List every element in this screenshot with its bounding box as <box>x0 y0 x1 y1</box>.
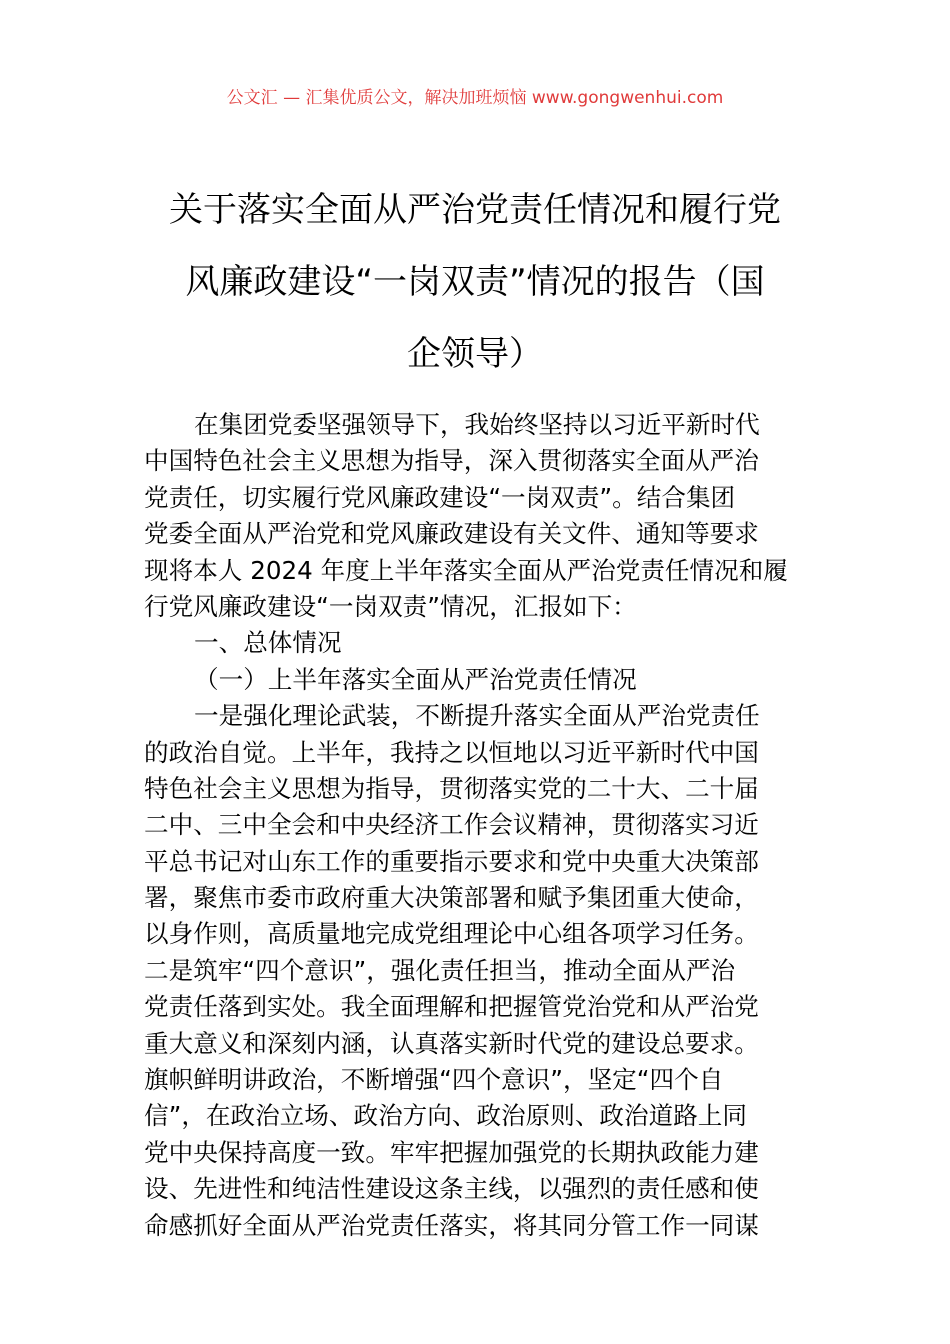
paragraph-line: 在集团党委坚强领导下，我始终坚持以习近平新时代 <box>194 410 760 439</box>
paragraph-line: 信”，在政治立场、政治方向、政治原则、政治道路上同 <box>144 1101 747 1131</box>
paragraph-line: 特色社会主义思想为指导，贯彻落实党的二十大、二十届 <box>144 773 759 803</box>
paragraph-line: 以身作则，高质量地完成党组理论中心组各项学习任务。 <box>144 919 759 949</box>
paragraph-line: 现将本人 2024 年度上半年落实全面从严治党责任情况和履 <box>144 555 788 585</box>
paragraph-line: 旗帜鲜明讲政治，不断增强“四个意识”，坚定“四个自 <box>144 1065 724 1095</box>
section-heading: 一、总体情况 <box>194 628 342 658</box>
paragraph-line: 一是强化理论武装，不断提升落实全面从严治党责任 <box>194 701 760 731</box>
title-line: 风廉政建设“一岗双责”情况的报告（国 <box>185 262 765 302</box>
document-body <box>144 407 810 1244</box>
title-line: 企领导） <box>407 334 543 374</box>
paragraph-line: 二是筑牢“四个意识”，强化责任担当，推动全面从严治 <box>144 955 736 985</box>
paragraph-line: 党责任，切实履行党风廉政建设“一岗双责”。结合集团 <box>144 482 736 512</box>
paragraph-line: 党委全面从严治党和党风廉政建设有关文件、通知等要求 <box>144 519 759 549</box>
paragraph-line: 中国特色社会主义思想为指导，深入贯彻落实全面从严治 <box>144 446 759 476</box>
paragraph-line: 党中央保持高度一致。牢牢把握加强党的长期执政能力建 <box>144 1137 759 1167</box>
paragraph-line: 署，聚焦市委市政府重大决策部署和赋予集团重大使命， <box>144 883 759 913</box>
paragraph-line: 的政治自觉。上半年，我持之以恒地以习近平新时代中国 <box>144 737 759 767</box>
site-banner: 公文汇 — 汇集优质公文，解决加班烦恼 www.gongwenhui.com <box>226 88 724 108</box>
document-title <box>150 174 800 390</box>
paragraph-line: 党责任落到实处。我全面理解和把握管党治党和从严治党 <box>144 992 759 1022</box>
paragraph-line: 重大意义和深刻内涵，认真落实新时代党的建设总要求。 <box>144 1028 759 1058</box>
paragraph-line: 命感抓好全面从严治党责任落实，将其同分管工作一同谋 <box>144 1210 759 1240</box>
title-line: 关于落实全面从严治党责任情况和履行党 <box>169 190 781 230</box>
paragraph-line: 行党风廉政建设“一岗双责”情况，汇报如下： <box>144 591 637 621</box>
paragraph-line: 二中、三中全会和中央经济工作会议精神，贯彻落实习近 <box>144 810 759 840</box>
subsection-heading: （一）上半年落实全面从严治党责任情况 <box>194 664 637 694</box>
paragraph-line: 设、先进性和纯洁性建设这条主线，以强烈的责任感和使 <box>144 1174 759 1204</box>
paragraph-line: 平总书记对山东工作的重要指示要求和党中央重大决策部 <box>144 846 759 876</box>
